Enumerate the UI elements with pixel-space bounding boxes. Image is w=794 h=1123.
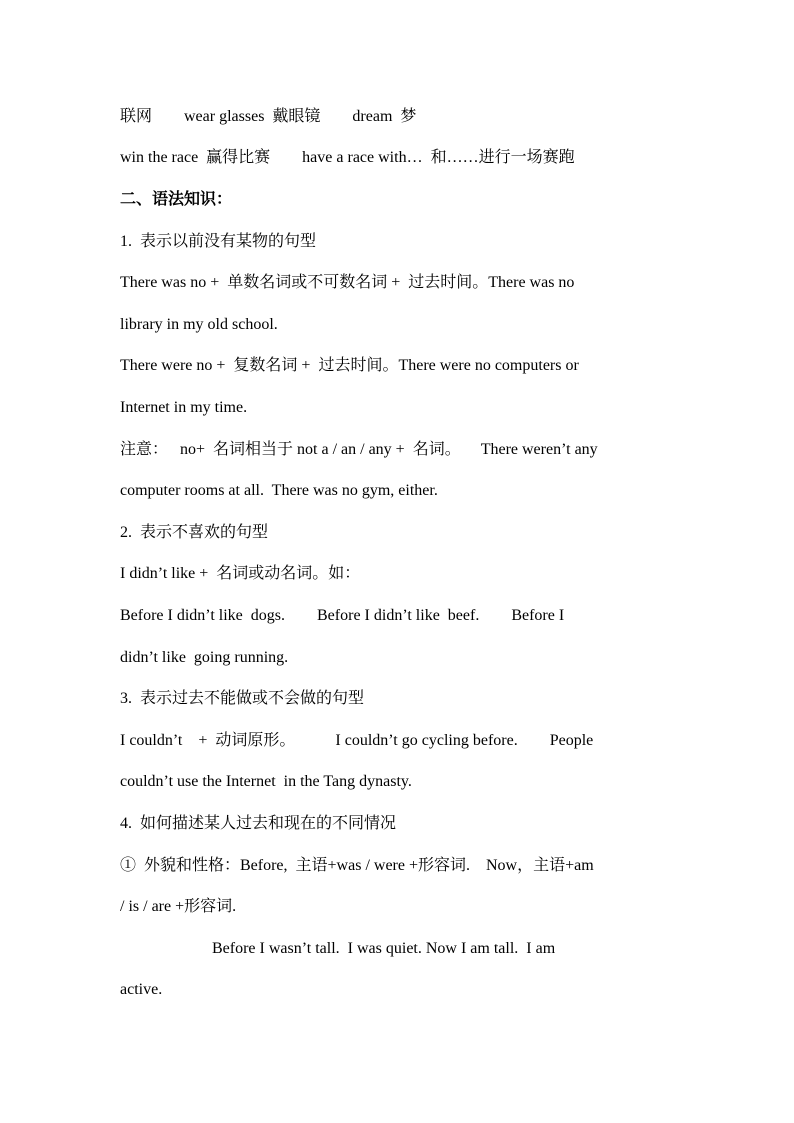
vocab-line-2: win the race 赢得比赛 have a race with… 和……进行一场赛跑: [120, 149, 575, 166]
point-4-example: Before I wasn’t tall. I was quiet. Now I am tall. I am: [120, 940, 556, 957]
point-4-example-cont: active.: [120, 981, 163, 998]
point-2-title: 2. 表示不喜欢的句型: [120, 524, 269, 541]
section-heading-grammar: 二、语法知识：: [120, 191, 233, 208]
point-4-sub-1: ① 外貌和性格：Before, 主语+was / were +形容词. Now，主语+am: [120, 857, 594, 874]
point-2-examples-cont: didn’t like going running.: [120, 649, 289, 666]
vocab-line-1: 联网 wear glasses 戴眼镜 dream 梦: [120, 108, 417, 125]
point-1-title: 1. 表示以前没有某物的句型: [120, 233, 317, 250]
point-3-rule-cont: couldn’t use the Internet in the Tang dynasty.: [120, 773, 412, 790]
point-1-rule-1-cont: library in my old school.: [120, 316, 278, 333]
point-2-rule: I didn’t like + 名词或动名词。如：: [120, 565, 361, 582]
point-1-note-cont: computer rooms at all. There was no gym, either.: [120, 482, 438, 499]
point-3-title: 3. 表示过去不能做或不会做的句型: [120, 690, 365, 707]
point-1-rule-2: There were no + 复数名词 + 过去时间。There were no computers or: [120, 357, 579, 374]
point-4-title: 4. 如何描述某人过去和现在的不同情况: [120, 815, 397, 832]
point-1-note: 注意： no+ 名词相当于 not a / an / any + 名词。 There weren’t any: [120, 441, 598, 458]
point-3-rule: I couldn’t + 动词原形。 I couldn’t go cycling before. People: [120, 732, 594, 749]
point-4-sub-1-cont: / is / are +形容词.: [120, 898, 237, 915]
point-1-rule-2-cont: Internet in my time.: [120, 399, 248, 416]
point-1-rule-1: There was no + 单数名词或不可数名词 + 过去时间。There was no: [120, 274, 575, 291]
point-2-examples: Before I didn’t like dogs. Before I didn’t like beef. Before I: [120, 607, 565, 624]
